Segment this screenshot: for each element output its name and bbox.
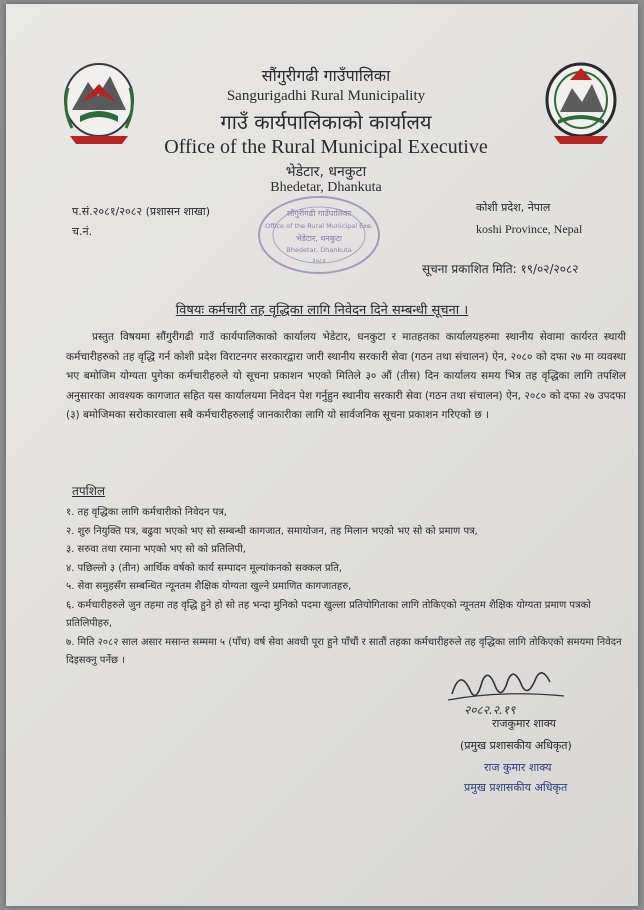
reference-number: प.सं.२०८१/२०८२ (प्रशासन शाखा) [72,205,211,218]
stamp-line-3: भेडेटार, धनकुटा [296,234,342,243]
details-heading: तपशिल [72,484,106,498]
list-item: ४. पछिल्लो ३ (तीन) आर्थिक वर्षको कार्य सम्पादन मूल्यांकनको सक्कल प्रति, [66,562,343,574]
notice-subject: विषयः कर्मचारी तह वृद्धिका लागि निवेदन दिने सम्बन्धी सूचना । [175,303,469,318]
list-item: १. तह वृद्धिका लागि कर्मचारीको निवेदन पत्र, [66,507,227,518]
office-name-np: गाउँ कार्यपालिकाको कार्यालय [220,110,432,134]
nepal-emblem-icon [58,58,140,150]
office-stamp [254,194,384,276]
dispatch-number: च.नं. [72,225,93,238]
stamp-line-2: Office of the Rural Municipal Exe. [265,222,373,230]
stamp-signatory-title: प्रमुख प्रशासकीय अधिकृत [464,781,568,794]
details-list [66,504,626,671]
stamp-line-5: २०८२ [312,257,326,265]
municipality-name-en: Sangurigadhi Rural Municipality [226,88,426,104]
stamp-line-4: Bhedetar, Dhankuta [286,246,352,254]
list-item: २. शुरु नियुक्ति पत्र, बढुवा भएको भए सो सम्बन्धी कागजात, समायोजन, तह मिलान भएको भए सो को प्रमाण पत्र, [66,525,478,537]
list-item: ७. मिति २०८२ साल असार मसान्त सम्ममा ५ (पाँच) वर्ष सेवा अवधी पूरा हुने पाँचौं र सातौं तहका कर्मचारीहरुले तह वृद्धिका लागि तोकिएको समयमा निवेदन दिइसक्नु पर्नेछ । [66,636,622,666]
notice-page [6,4,638,906]
municipality-logo-icon [540,56,622,148]
handwritten-signature [442,660,572,718]
office-name-en: Office of the Rural Municipal Executive [164,136,488,158]
body-paragraph: प्रस्तुत विषयमा सौंगुरीगढी गाउँ कार्यपालिकाको कार्यालय भेडेटार, धनकुटा र मातहतका कार्यालयहरुमा स्थानीय सेवामा कार्यरत स्थायी कर्मचारीहरुको तह वृद्धि गर्न कोशी प्रदेश विराटनगर सरकारद्वारा जारी स्थानीय सरकारी सेवा (गठन तथा संचालन) ऐन, २०८० को दफा २७ मा व्यवस्था भए बमोजिम योग्यता पुगेका कर्मचारीहरुले यो सूचना प्रकाशन भएको मितिले ३० औं (तीस) दिन कार्यालय समय भित्र तह वृद्धिका लागि तपशिल अनुसारका आवश्यक कागजात सहित यस कार्यालयमा निवेदन पेश गर्नुहुन स्थानीय सरकारी सेवा (गठन तथा संचालन) ऐन, २०८० को दफा २७ उपदफा (३) बमोजिमका सरोकारवाला सबै कर्मचारीहरुलाई जानकारीका लागि यो सार्वजनिक सूचना प्रकाशन गरिएको छ । [66,331,626,421]
stamp-line-1: सौंगुरीगढी गाउँपालिका [286,209,352,218]
stamp-signatory-name: राज कुमार शाक्य [484,761,552,774]
province-en: koshi Province, Nepal [476,222,583,236]
signatory-name: राजकुमार शाक्य [492,717,556,730]
signatory-title: (प्रमुख प्रशासकीय अधिकृत) [460,739,572,752]
province-np: कोशी प्रदेश, नेपाल [476,201,551,214]
signed-date: २०८२.२.१९ [464,703,516,717]
place-np: भेडेटार, धनकुटा [285,164,367,180]
publish-date: सूचना प्रकाशित मिति: १९/०२/२०८२ [422,262,579,276]
list-item: ५. सेवा समुहसँग सम्बन्धित न्यूनतम शैक्षिक योग्यता खुल्ने प्रमाणित कागजातहरु, [66,581,352,592]
place-en: Bhedetar, Dhankuta [270,180,382,195]
municipality-name-np: सौंगुरीगढी गाउँपालिका [261,66,391,85]
list-item: ६. कर्मचारीहरुले जुन तहमा तह वृद्धि हुने हो सो तह भन्दा मुनिको पदमा खुल्ला प्रतियोगिताका लागि तोकिएको न्यूनतम शैक्षिक योग्यता प्रमाण पत्रको प्रतिलिपीहरु, [66,599,591,629]
list-item: ३. सरुवा तथा रमाना भएको भए सो को प्रतिलिपी, [66,544,246,555]
